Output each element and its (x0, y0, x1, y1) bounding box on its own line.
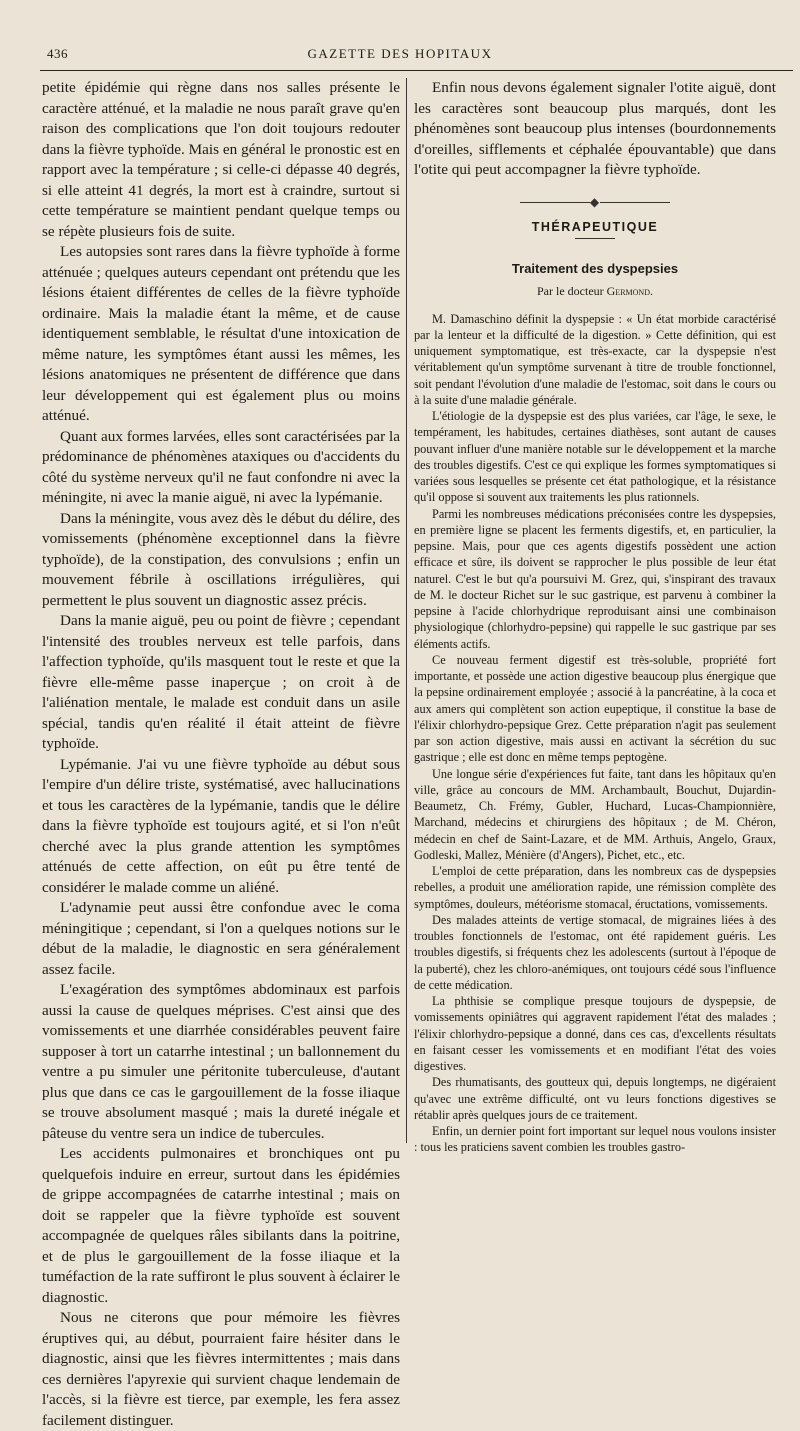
paragraph: Dans la manie aiguë, peu ou point de fièvre ; cependant l'intensité des troubles nerveux est telle parfois, dans l'affection typhoïde, qu'ils masquent tout le reste et que la fièvre elle-même passe inaperçue ; on croit à de l'aliénation mentale, le malade est conduit dans un asile spécial, tandis qu'en réalité il était atteint de fièvre typhoïde. (42, 612, 400, 752)
paragraph: La phthisie se complique presque toujours de dyspepsie, de vomissements opiniâtres qui aggravent rapidement l'état des malades ; l'élixir chlorhydro-pepsique a donné, dans ces cas, d'excellents résultats en faisant cesser les vomissements et en modifiant l'état des voies digestives. (414, 994, 776, 1073)
paragraph: Des malades atteints de vertige stomacal, de migraines liées à des troubles fonctionnels de l'estomac, ont été rapidement guéris. Les troubles digestifs, si fréquents chez les adolescents (surtout à l'époque de la puberté), chez les chloro-anémiques, ont toujours cédé sous l'influence de cette médication. (414, 912, 776, 992)
paragraph: L'étiologie de la dyspepsie est des plus variées, car l'âge, le sexe, le tempérament, les habitudes, certaines diathèses, sont autant de causes pouvant influer d'une manière notable sur le développement et la marche des troubles digestifs. C'est ce qui explique les formes symptomatiques si variées sous lesquelles se présente cet état pathologique, et la résistance qu'il oppose si souvent aux traitements les plus rationnels. (414, 409, 776, 505)
byline-author: Germond. (606, 283, 653, 298)
page-number: 436 (47, 46, 68, 61)
paragraph: Nous ne citerons que pour mémoire les fièvres éruptives qui, au début, pourraient faire hésiter dans le diagnostic, ainsi que les fièvres intermittentes ; mais dans ces dernières l'apyrexie qui survient chaque lendemain de l'accès, si la fièvre est tierce, par exemple, les fera assez facilement distinguer. (42, 1309, 400, 1429)
byline (414, 284, 776, 299)
paragraph: Les accidents pulmonaires et bronchiques ont pu quelquefois induire en erreur, surtout dans les épidémies de grippe accompagnées de catarrhe intestinal ; mais on doit se rappeler que la fièvre typhoïde est souvent accompagnée de quelques râles sibilants dans la poitrine, et de plus le gargouillement de la fosse iliaque et la tuméfaction de la rate suffiront le plus souvent à éclairer le diagnostic. (42, 1145, 400, 1306)
section-ornament: ◆ (414, 195, 776, 210)
paragraph: Enfin nous devons également signaler l'otite aiguë, dont les caractères sont beaucoup plus marqués, dont les phénomènes sont beaucoup plus intenses (bourdonnements d'oreilles, sifflements et céphalée épouvantable) que dans l'otite qui peut accompagner la fièvre typhoïde. (414, 79, 776, 178)
column-divider (406, 78, 407, 1143)
section-heading: THÉRAPEUTIQUE (531, 219, 659, 234)
byline-prefix: Par le docteur (537, 283, 604, 298)
journal-title: GAZETTE DES HOPITAUX (307, 46, 493, 61)
paragraph: L'emploi de cette préparation, dans les nombreux cas de dyspepsies rebelles, a produit une amélioration rapide, une rémission complète des symptômes, douleurs, météorisme stomacal, éructations, vomissements. (414, 864, 776, 911)
paragraph: Enfin, un dernier point fort important sur lequel nous voulons insister : tous les praticiens savent combien les troubles gastro- (414, 1124, 776, 1155)
paragraph: L'exagération des symptômes abdominaux est parfois aussi la cause de quelques méprises. C'est ainsi que des vomissements et une diarrhée considérables peuvent faire supposer à tort un catarrhe intestinal ; un ballonnement du ventre a pu simuler une péritonite tuberculeuse, d'autant plus que dans ce cas le gargouillement de la fosse iliaque se trouve absolument masqué ; mais la dureté inégale et pâteuse du ventre sera un indice de tubercules. (42, 981, 400, 1142)
section-rule (575, 238, 615, 239)
right-column (414, 78, 776, 1156)
paragraph: Ce nouveau ferment digestif est très-soluble, propriété fort importante, et possède une action digestive beaucoup plus énergique que la pepsine ordinairement employée ; associé à la pancréatine, à la coca et aux amers qui complètent son action eupeptique, il constitue la base de l'élixir chlorhydro-pepsique Grez. Cette préparation n'agit pas seulement par son action digestive, mais aussi en activant la sécrétion du suc gastrique ; elle est donc en même temps peptogène. (414, 652, 776, 765)
paragraph: Quant aux formes larvées, elles sont caractérisées par la prédominance de phénomènes ataxiques ou d'accidents du côté du système nerveux qu'il ne faut confondre ni avec la méningite, ni avec la manie aiguë, ni avec la lypémanie. (42, 427, 400, 506)
paragraph: M. Damaschino définit la dyspepsie : « Un état morbide caractérisé par la lenteur et la difficulté de la digestion. » Cette définition, qui est uniquement symptomatique, est très-exacte, car la dyspepsie n'est véritablement qu'un symptôme survenant à titre de trouble fonctionnel, soit pendant l'évolution d'une maladie de l'estomac, soit dans le cours ou à la suite d'une maladie générale. (414, 311, 776, 407)
paragraph: Des rhumatisants, des goutteux qui, depuis longtemps, ne digéraient qu'avec une extrême difficulté, ont vu leurs fonctions digestives se rétablir après quelques jours de ce traitement. (414, 1075, 776, 1122)
paragraph: L'adynamie peut aussi être confondue avec le coma méningitique ; cependant, si l'on a quelques notions sur le début de la maladie, le diagnostic en sera généralement assez facile. (42, 899, 400, 978)
paragraph: Les autopsies sont rares dans la fièvre typhoïde à forme atténuée ; quelques auteurs cependant ont prétendu que les lésions étaient différentes de celles de la fièvre typhoïde ordinaire. Mais la maladie étant la même, et de cause identiquement semblable, le résultat d'une intoxication de même nature, les symptômes étant aussi les mêmes, les lésions anatomiques ne présentent de différence que dans leur développement qui est également plus ou moins atténué. (42, 243, 400, 424)
article-title: Traitement des dyspepsies (511, 260, 679, 276)
paragraph: Dans la méningite, vous avez dès le début du délire, des vomissements (phénomène exceptionnel dans la fièvre typhoïde), de la constipation, des convulsions ; enfin un mouvement fébrile à oscillations irrégulières, qui permettent le plus souvent un diagnostic assez précis. (42, 509, 400, 609)
paragraph: Une longue série d'expériences fut faite, tant dans les hôpitaux qu'en ville, grâce au concours de MM. Archambault, Bouchut, Dujardin-Beaumetz, Ch. Frémy, Gubler, Huchard, Lucas-Championnière, Marchand, médecins et chirurgiens des hôpitaux ; de M. Chéron, médecin en chef de Saint-Lazare, et de MM. Arthuis, Angelo, Graux, Godleski, Mallez, Ménière (d'Angers), Pichet, etc., etc. (414, 766, 776, 862)
article-body (414, 311, 776, 1156)
left-column (42, 78, 400, 1431)
paragraph: Parmi les nombreuses médications préconisées contre les dyspepsies, en première ligne se placent les ferments digestifs, et, en particulier, la pepsine. Mais, pour que ces agents digestifs possèdent une action efficace et sûre, ils doivent se rapprocher le plus possible de leur état naturel. C'est le but qu'a poursuivi M. Grez, qui, s'inspirant des travaux de M. le docteur Richet sur le suc gastrique, est parvenu à combiner la pepsine à l'acide chlorhydrique reproduisant ainsi une combinaison physiologique (chlorhydro-pepsine) qui rappelle le suc gastrique par ses éléments actifs. (414, 506, 776, 651)
paragraph: Lypémanie. J'ai vu une fièvre typhoïde au début sous l'empire d'un délire triste, systématisé, avec hallucinations et tous les caractères de la lypémanie, tandis que le délire dans la fièvre typhoïde est toujours agité, et si l'on n'eût cherché avec la plus grande attention les symptômes atténués de cette affection, on eût pu être tenté de considérer le malade comme un aliéné. (42, 755, 400, 896)
header-rule (40, 70, 793, 71)
paragraph: petite épidémie qui règne dans nos salles présente le caractère atténué, et la maladie ne nous paraît grave qu'en raison des complications que l'on doit toujours redouter dans la fièvre typhoïde. Mais en général le pronostic est en rapport avec la température ; si celle-ci dépasse 40 degrés, si elle atteint 41 degrés, la mort est à craindre, surtout si cette température se maintient pendant quelque temps ou se répète plusieurs fois de suite. (42, 79, 400, 240)
